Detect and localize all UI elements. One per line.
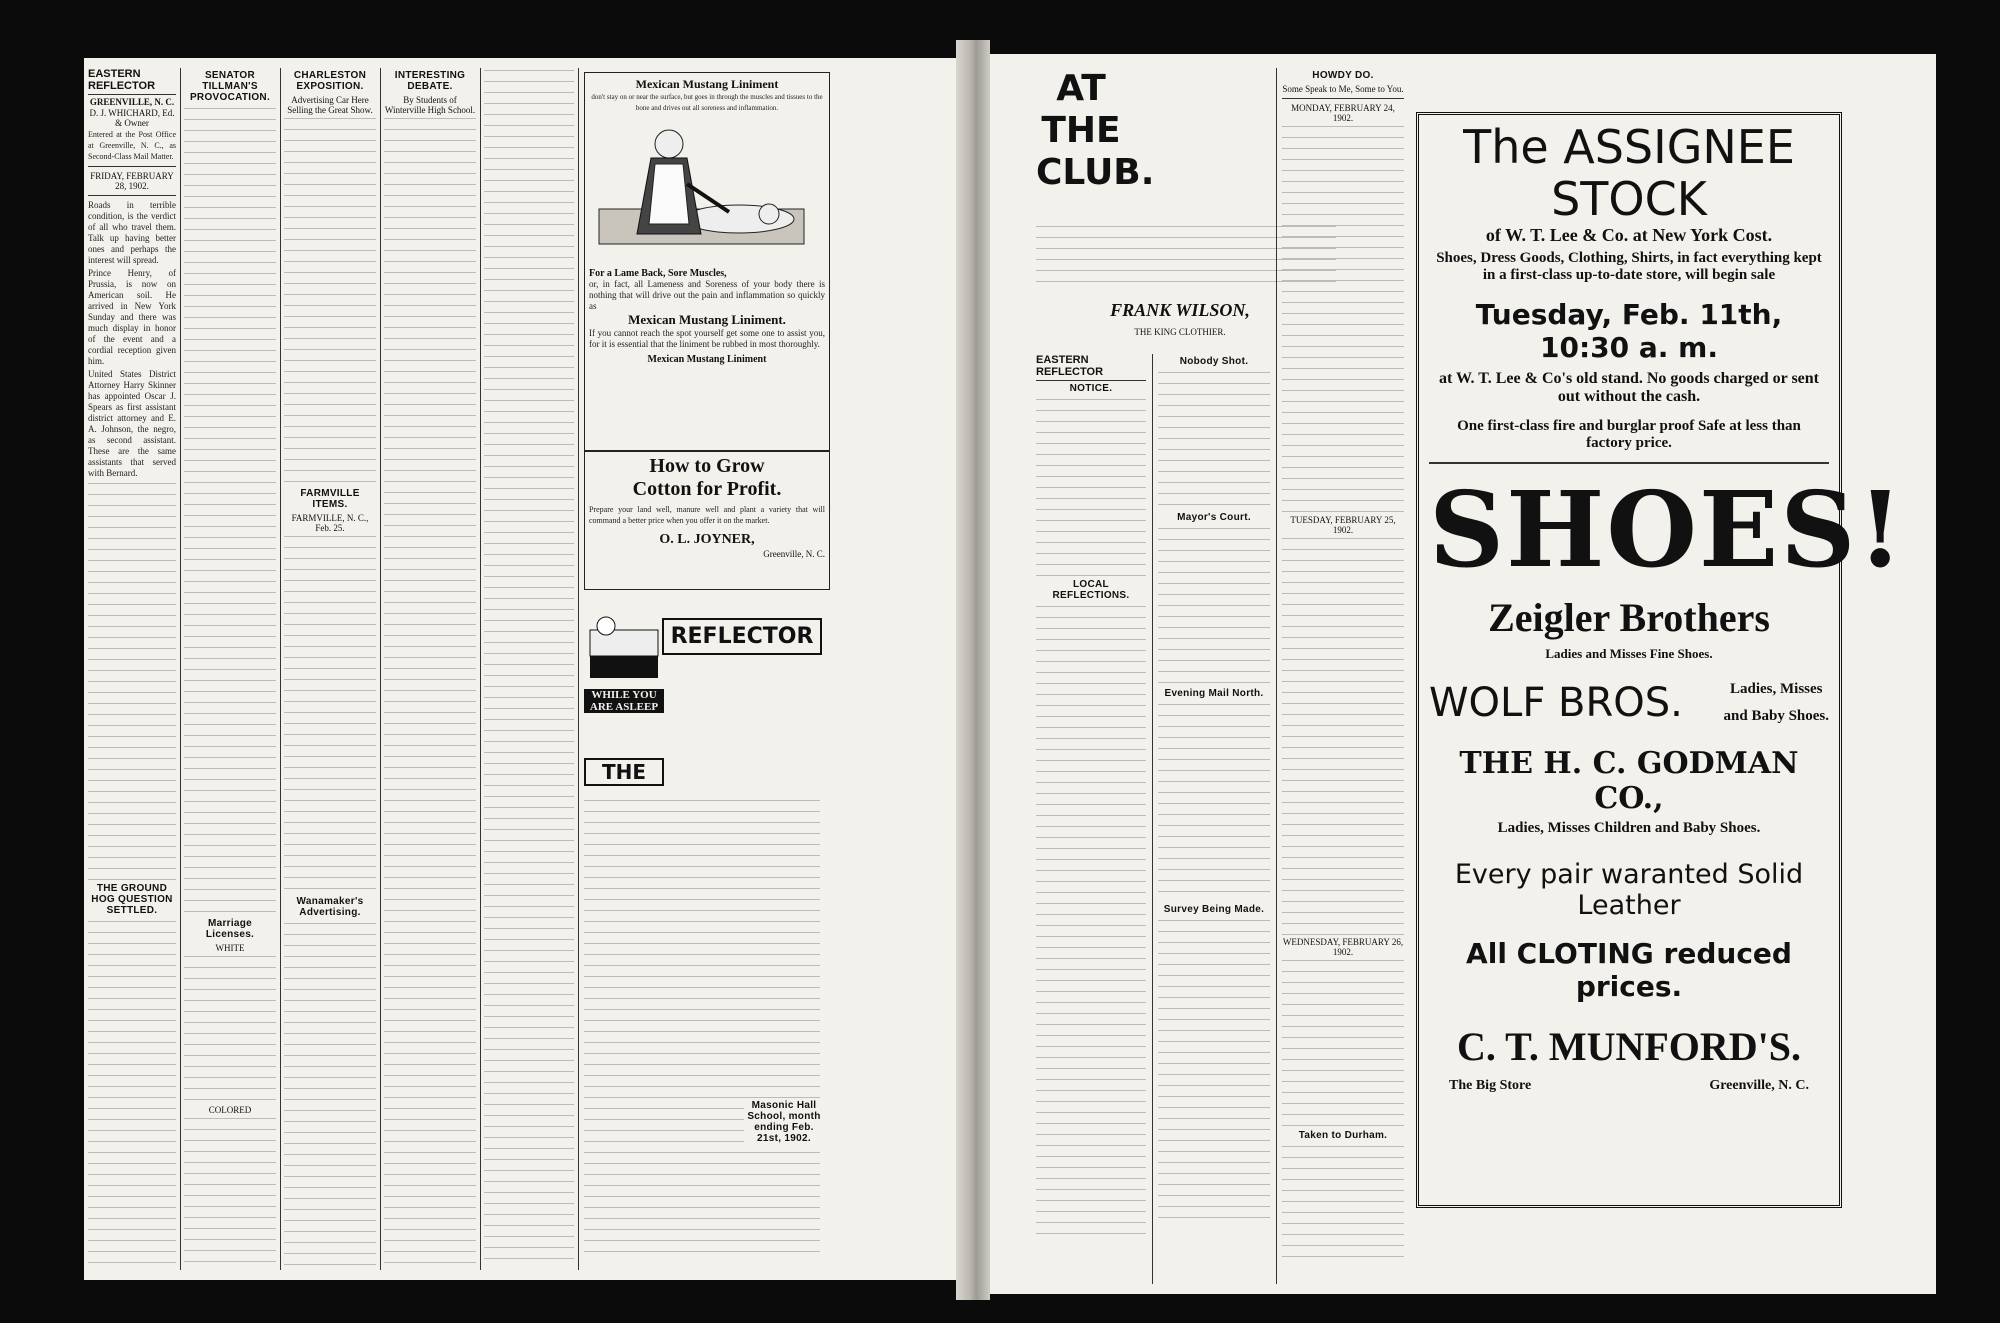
ad-body: Prepare your land well, manure well and plant a variety that will command a better price when you offer it on the market. xyxy=(589,505,825,525)
section-heading: Survey Being Made. xyxy=(1163,904,1265,915)
munford-footer xyxy=(1429,1078,1829,1094)
text-block xyxy=(1158,526,1270,686)
text-block xyxy=(284,534,376,894)
ad-signature: O. L. JOYNER, xyxy=(659,532,755,547)
ad-line: If you cannot reach the spot yourself get some one to assist you, for it is essential that the liniment be rubbed in most thoroughly. xyxy=(589,328,825,349)
munford-store: C. T. MUNFORD'S. xyxy=(1456,1024,1802,1069)
text-block xyxy=(1036,397,1146,577)
zeigler-brothers: Zeigler Brothers xyxy=(1488,595,1770,640)
ad-line: One first-class fire and burglar proof Safe at less than factory price. xyxy=(1457,418,1801,451)
text-block xyxy=(88,919,176,1270)
merchant-title: THE KING CLOTHIER. xyxy=(1134,327,1226,337)
section-heading: HOWDY DO. xyxy=(1312,70,1374,81)
club-word: CLUB. xyxy=(1036,152,1155,193)
reflector-ad xyxy=(584,758,664,786)
club-word: AT xyxy=(1056,68,1106,109)
text-block xyxy=(184,954,276,1104)
left-newspaper-page xyxy=(84,58,956,1280)
ad-title: How to Grow xyxy=(649,455,765,477)
text-block xyxy=(88,481,176,881)
issue-date: FRIDAY, FEBRUARY 28, 1902. xyxy=(90,171,174,191)
ad-footer: Mexican Mustang Liniment xyxy=(647,354,767,365)
ad-line: Shoes, Dress Goods, Clothing, Shirts, in fact everything kept in a first-class up-to-date store, will begin sale xyxy=(1436,250,1822,283)
paragraph: United States District Attorney Harry Skinner has appointed Oscar J. Spears as first assistant district attorney and E. A. Johnson, the negro, as second assistant. These are the same assistants that served with Bernard. xyxy=(88,369,176,478)
section-subheading: Some Speak to Me, Some to You. xyxy=(1282,84,1404,94)
text-block xyxy=(384,116,476,1270)
publisher-line: D. J. WHICHARD, Ed. & Owner xyxy=(89,108,175,128)
dateline: TUESDAY, FEBRUARY 25, 1902. xyxy=(1290,515,1396,535)
text-block xyxy=(284,116,376,486)
club-word: THE xyxy=(1041,110,1121,151)
dateline: WEDNESDAY, FEBRUARY 26, 1902. xyxy=(1282,937,1404,957)
section-heading: Marriage Licenses. xyxy=(205,918,255,940)
text-block xyxy=(1282,958,1404,1128)
column-charleston xyxy=(284,68,376,1270)
column-news xyxy=(484,68,574,1270)
text-block xyxy=(184,1116,276,1270)
text-block xyxy=(1036,604,1146,1244)
section-heading: Taken to Durham. xyxy=(1298,1130,1388,1141)
article-heading: CHARLESTON EXPOSITION. xyxy=(293,70,367,92)
section-heading: LOCAL REFLECTIONS. xyxy=(1052,579,1130,601)
column-debate xyxy=(384,68,476,1270)
section-subheading: WHITE xyxy=(215,943,245,953)
text-block xyxy=(1158,702,1270,902)
leather-line: Every pair waranted Solid Leather xyxy=(1454,859,1804,921)
wolf-bros-row xyxy=(1429,680,1829,726)
text-block xyxy=(184,106,276,916)
text-block xyxy=(1282,124,1404,514)
section-heading: Mayor's Court. xyxy=(1177,512,1251,523)
while-asleep-ad xyxy=(584,590,664,750)
ad-line: or, in fact, all Lameness and Soreness of your body there is nothing that will drive out the pain and inflammation so quickly as xyxy=(589,279,825,311)
reduced-prices-line: All CLOTING reduced prices. xyxy=(1466,937,1792,1003)
ad-line: and Baby Shoes. xyxy=(1723,708,1829,724)
ad-title: THE xyxy=(584,758,664,786)
ad-line: Greenville, N. C. xyxy=(1709,1078,1809,1093)
at-the-club-ad xyxy=(1036,68,1155,194)
dateline: FARMVILLE, N. C., Feb. 25. xyxy=(291,513,369,533)
mail-notice: Entered at the Post Office at Greenville, N. C., as Second-Class Mail Matter. xyxy=(88,130,176,161)
article-heading: INTERESTING DEBATE. xyxy=(394,70,466,92)
text-block xyxy=(484,68,574,1268)
column-tillman xyxy=(184,68,276,1270)
text-block xyxy=(1282,1144,1404,1264)
wolf-bros: WOLF BROS. xyxy=(1429,680,1683,726)
ad-place: Greenville, N. C. xyxy=(763,549,825,559)
text-block xyxy=(284,921,376,1270)
ad-line: The Big Store xyxy=(1449,1078,1532,1093)
article-subheading: By Students of Winterville High School. xyxy=(384,95,476,115)
column-local-news xyxy=(1158,354,1270,1284)
article-heading: Masonic Hall School, month ending Feb. 21st, 1902. xyxy=(744,1100,824,1144)
mustang-liniment-ad xyxy=(584,72,830,452)
column-notices xyxy=(1036,354,1146,1284)
shoes-headline: SHOES! xyxy=(1429,468,1905,591)
section-heading: Evening Mail North. xyxy=(1164,688,1264,699)
text-block xyxy=(1158,370,1270,510)
ad-line: ARE ASLEEP xyxy=(584,701,664,713)
ad-title: Mexican Mustang Liniment xyxy=(635,77,779,91)
godman-co: THE H. C. GODMAN CO., xyxy=(1459,746,1799,816)
ad-title: REFLECTOR xyxy=(662,618,822,655)
sleeper-illustration xyxy=(584,590,664,685)
cotton-ad xyxy=(584,450,830,590)
ad-title: Cotton for Profit. xyxy=(632,478,782,500)
section-subheading: COLORED xyxy=(208,1105,252,1115)
masthead: EASTERN REFLECTOR xyxy=(88,68,176,95)
ad-line: of W. T. Lee & Co. at New York Cost. xyxy=(1485,225,1773,245)
right-newspaper-page xyxy=(990,54,1936,1294)
ad-line: For a Lame Back, Sore Muscles, xyxy=(589,268,727,279)
paragraph: Roads in terrible condition, is the verdict of all who travel them. Talk up having better ones and perhaps the interest will spread. xyxy=(88,200,176,265)
text-block xyxy=(584,798,820,1258)
assignee-stock-ad xyxy=(1416,112,1905,1208)
ad-line: WHILE YOU xyxy=(584,689,664,701)
article-subheading: Advertising Car Here Selling the Great Show. xyxy=(287,95,373,115)
column-editorial xyxy=(88,68,176,1270)
city-line: GREENVILLE, N. C. xyxy=(89,97,175,107)
article-heading: SENATOR TILLMAN'S PROVOCATION. xyxy=(189,70,271,103)
ad-title: The ASSIGNEE STOCK xyxy=(1463,120,1795,226)
column-howdy-do xyxy=(1282,68,1404,1284)
article-heading: THE GROUND HOG QUESTION SETTLED. xyxy=(91,883,173,916)
ad-tagline: don't stay on or near the surface, but goes in through the muscles and tissues to the bone and drives out all soreness and inflammation. xyxy=(591,93,823,112)
ad-sale-date: Tuesday, Feb. 11th, 10:30 a. m. xyxy=(1475,298,1783,364)
nurse-illustration xyxy=(589,114,813,264)
dateline: MONDAY, FEBRUARY 24, 1902. xyxy=(1291,103,1395,123)
article-heading: FARMVILLE ITEMS. xyxy=(300,488,360,510)
masthead: EASTERN REFLECTOR xyxy=(1036,354,1146,381)
ad-line: Ladies, Misses Children and Baby Shoes. xyxy=(1497,820,1761,836)
text-block xyxy=(1282,536,1404,936)
reflector-banner xyxy=(662,618,822,655)
merchant-name: FRANK WILSON, xyxy=(1110,300,1250,320)
page-gutter xyxy=(956,40,990,1300)
article-heading: Wanamaker's Advertising. xyxy=(296,896,364,918)
ad-product-name: Mexican Mustang Liniment. xyxy=(628,312,786,327)
ad-line: Ladies, Misses xyxy=(1730,681,1823,697)
ad-line: at W. T. Lee & Co's old stand. No goods charged or sent out without the cash. xyxy=(1438,370,1820,405)
ad-line: Ladies and Misses Fine Shoes. xyxy=(1545,646,1713,661)
text-block xyxy=(1158,918,1270,1218)
section-heading: NOTICE. xyxy=(1069,383,1113,394)
section-heading: Nobody Shot. xyxy=(1179,356,1249,367)
paragraph: Prince Henry, of Prussia, is now on American soil. He arrived in New York Sunday and there was much display in honor of the event and a cordial reception given him. xyxy=(88,268,176,366)
